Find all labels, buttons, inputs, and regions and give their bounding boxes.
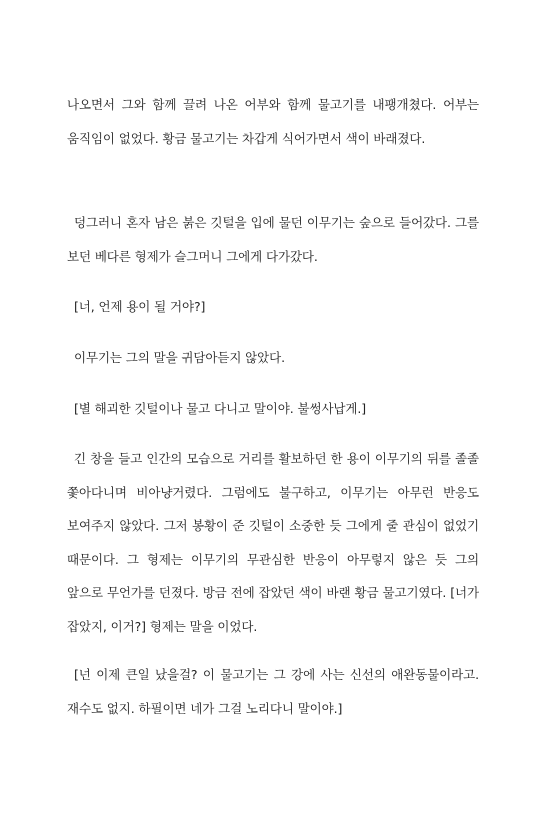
- paragraph-6: 긴 창을 들고 인간의 모습으로 거리를 활보하던 한 용이 이무기의 뒤를 졸졸 쫓아다니며 비아냥거렸다. 그럼에도 불구하고, 이무기는 아무런 반응도 보여주지 않았다. 그저 봉황이 준 깃털이 소중한 듯 그에게 줄 관심이 없었기 때문이다. 그 형제는 이무기의 무관심한 반응이 아무렇지 않은 듯 그의 앞으로 무언가를 던졌다. 방금 전에 잡았던 색이 바랜 황금 물고기였다. [너가 잡았지, 이거?] 형제는 말을 이었다.: [67, 451, 479, 634]
- paragraph-5-dialogue: [별 해괴한 깃털이나 물고 다니고 말이야. 불썽사납게.]: [74, 401, 367, 416]
- paragraph-2: 덩그러니 혼자 남은 붉은 깃털을 입에 물던 이무기는 숲으로 들어갔다. 그를 보던 베다른 형제가 슬그머니 그에게 다가갔다.: [67, 215, 479, 264]
- paragraph-1: 나오면서 그와 함께 끌려 나온 어부와 함께 물고기를 내팽개쳤다. 어부는 움직임이 없었다. 황금 물고기는 차갑게 식어가면서 색이 바래졌다.: [67, 97, 479, 146]
- paragraph-3-dialogue: [너, 언제 용이 될 거야?]: [74, 299, 206, 314]
- paragraph-7-dialogue: [넌 이제 큰일 났을걸? 이 물고기는 그 강에 사는 신선의 애완동물이라고. 재수도 없지. 하필이면 네가 그걸 노리다니 말이야.]: [67, 667, 479, 716]
- paragraph-4: 이무기는 그의 말을 귀담아듣지 않았다.: [74, 350, 285, 365]
